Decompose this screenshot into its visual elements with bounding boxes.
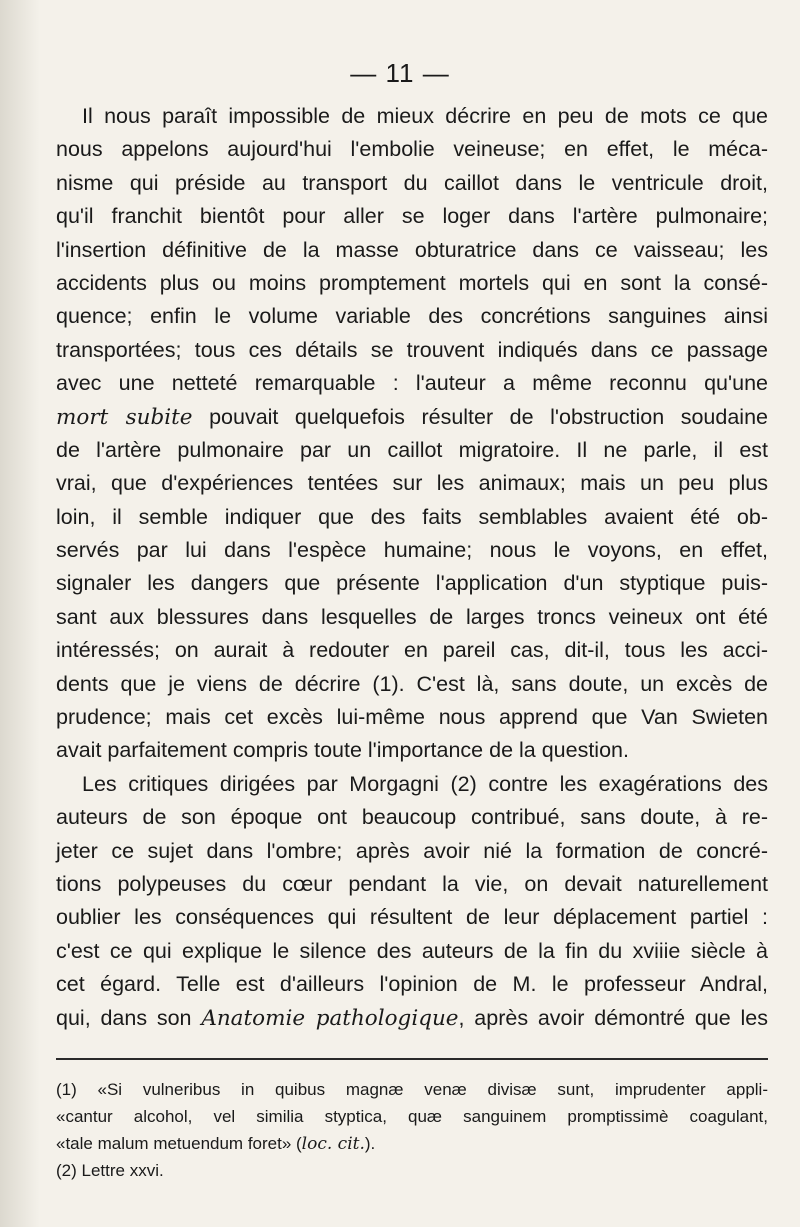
line-text: ). <box>364 1134 376 1153</box>
body-line: dents que je viens de décrire (1). C'est là, sans doute, un excès de <box>56 671 768 696</box>
footnotes <box>56 1076 768 1184</box>
footnote-line <box>56 1130 768 1157</box>
body-line: nisme qui préside au transport du caillot dans le ventricule droit, <box>56 170 768 195</box>
italic-text: mort subite <box>56 404 193 430</box>
body-line: prudence; mais cet excès lui-même nous apprend que Van Swieten <box>56 705 768 730</box>
footnote-line: (1) «Si vulneribus in quibus magnæ venæ divisæ sunt, imprudenter appli- <box>56 1080 768 1099</box>
body-line: l'insertion définitive de la masse obturatrice dans ce vaisseau; les <box>56 237 768 262</box>
body-line <box>56 1002 768 1035</box>
italic-text: Anatomie pathologique <box>201 1005 459 1031</box>
body-line: avait parfaitement compris toute l'importance de la question. <box>56 738 629 763</box>
body-line: signaler les dangers que présente l'application d'un styptique puis- <box>56 571 768 596</box>
body-line: auteurs de son époque ont beaucoup contribué, sans doute, à re- <box>56 805 768 830</box>
body-line: jeter ce sujet dans l'ombre; après avoir nié la formation de concré- <box>56 838 768 863</box>
footnote-line: «cantur alcohol, vel similia styptica, quæ sanguinem promptissimè coagulant, <box>56 1107 768 1126</box>
body-line: de l'artère pulmonaire par un caillot migratoire. Il ne parle, il est <box>56 437 768 462</box>
page-edge-shading <box>0 0 40 1227</box>
body-line: avec une netteté remarquable : l'auteur a même reconnu qu'une <box>56 371 768 396</box>
body-line: oublier les conséquences qui résultent de leur déplacement partiel : <box>56 905 768 930</box>
body-line: vrai, que d'expériences tentées sur les animaux; mais un peu plus <box>56 471 768 496</box>
body-line: loin, il semble indiquer que des faits semblables avaient été ob- <box>56 504 768 529</box>
body-line: Il nous paraît impossible de mieux décrire en peu de mots ce que <box>82 104 768 128</box>
line-text: «tale malum metuendum foret» ( <box>56 1134 302 1153</box>
body-line: transportées; tous ces détails se trouvent indiqués dans ce passage <box>56 337 768 362</box>
body-line: servés par lui dans l'espèce humaine; nous le voyons, en effet, <box>56 538 768 563</box>
italic-text: loc. cit. <box>301 1134 365 1154</box>
body-line: Les critiques dirigées par Morgagni (2) contre les exagérations des <box>82 771 768 796</box>
body-line: tions polypeuses du cœur pendant la vie, on devait naturellement <box>56 871 768 896</box>
line-text: pouvait quelquefois résulter de l'obstruction soudaine <box>192 404 768 429</box>
line-text: , après avoir démontré que les <box>458 1005 768 1030</box>
body-line: intéressés; on aurait à redouter en pareil cas, dit-il, tous les acci- <box>56 638 768 663</box>
footnote-divider <box>56 1058 768 1060</box>
body-line: sant aux blessures dans lesquelles de larges troncs veineux ont été <box>56 604 768 629</box>
footnote-line: (2) Lettre xxvi. <box>56 1161 164 1180</box>
body-line: qu'il franchit bientôt pour aller se loger dans l'artère pulmonaire; <box>56 204 768 229</box>
body-text <box>56 100 768 1035</box>
line-text: qui, dans son <box>56 1005 202 1030</box>
body-line: quence; enfin le volume variable des concrétions sanguines ainsi <box>56 304 768 329</box>
body-line: cet égard. Telle est d'ailleurs l'opinion de M. le professeur Andral, <box>56 972 768 997</box>
body-line: accidents plus ou moins promptement mortels qui en sont la consé- <box>56 270 768 295</box>
page-number: — 11 — <box>350 58 450 88</box>
body-line: nous appelons aujourd'hui l'embolie veineuse; en effet, le méca- <box>56 137 768 162</box>
body-line: c'est ce qui explique le silence des auteurs de la fin du xviiie siècle à <box>56 938 768 963</box>
body-line <box>56 401 768 434</box>
